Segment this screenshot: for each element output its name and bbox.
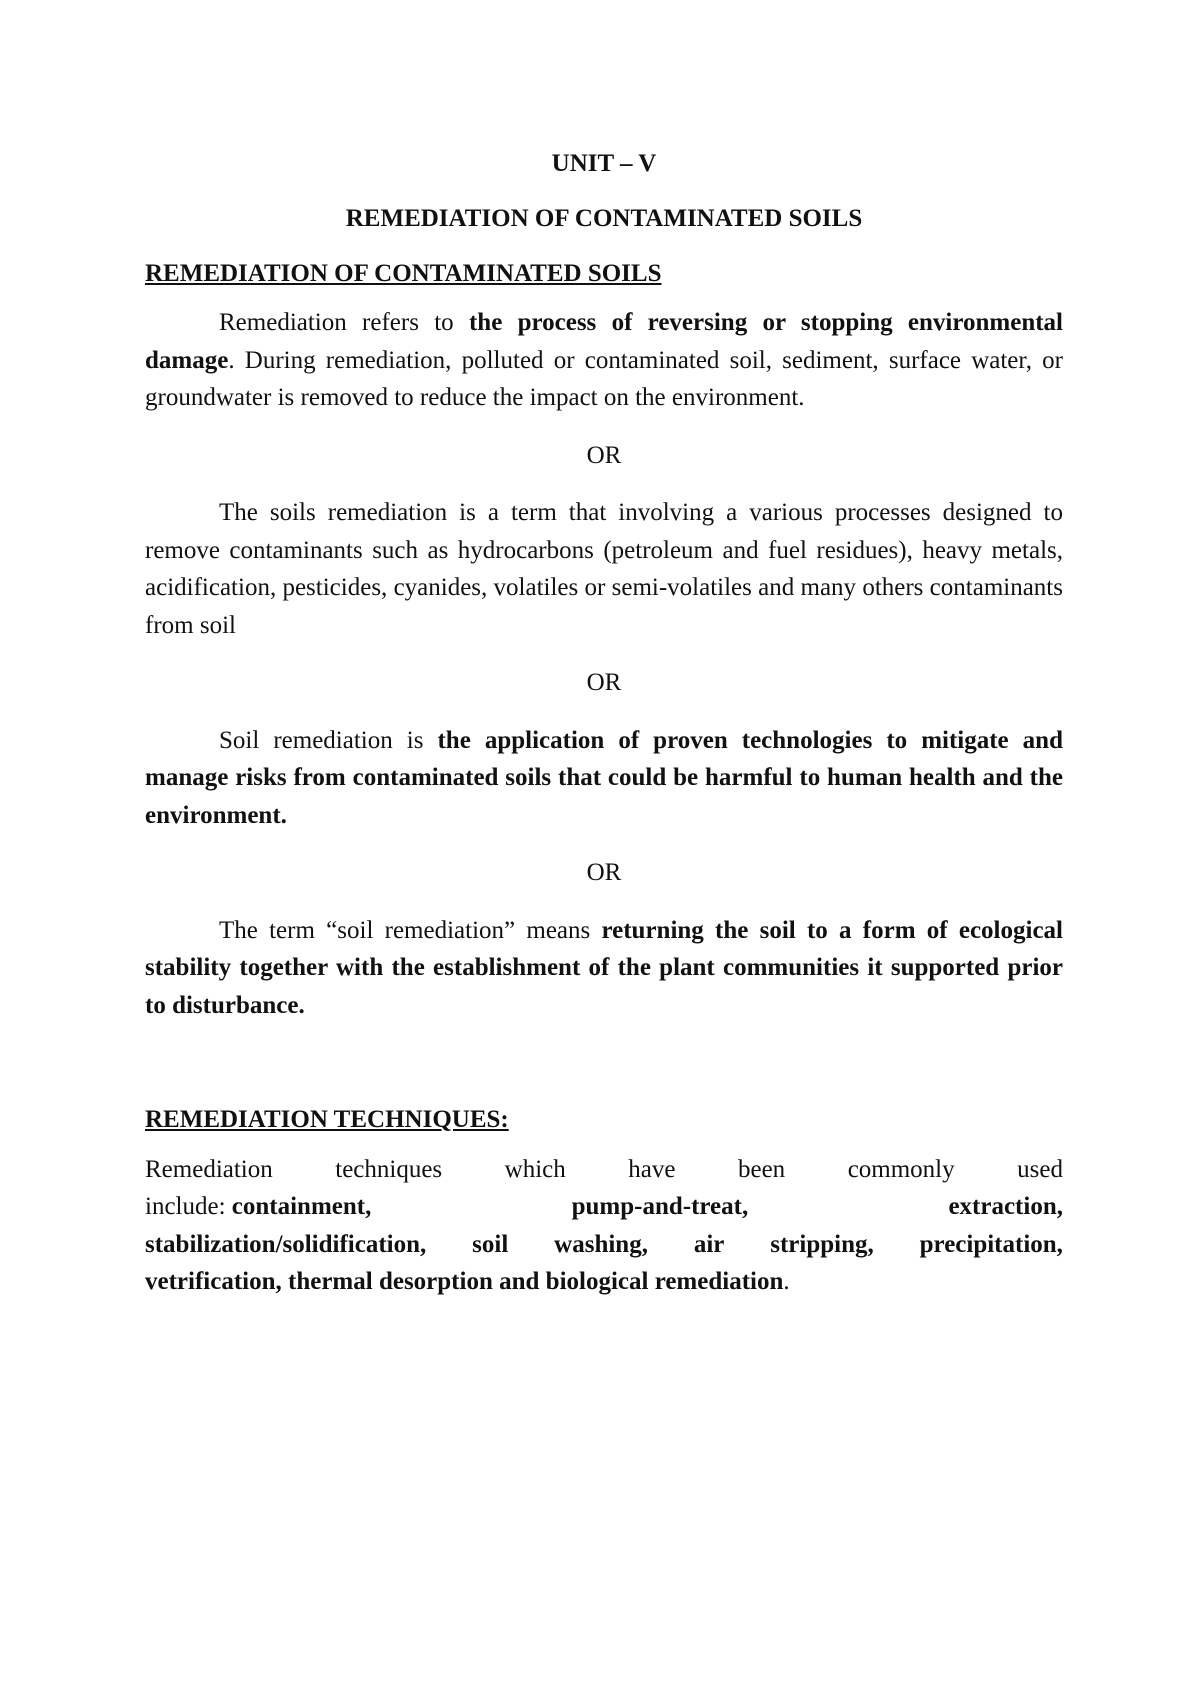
technique-term: stabilization/solidification, [145,1230,427,1258]
word: Remediation [145,1155,273,1183]
techniques-line-2 [145,1188,1063,1226]
definition-1-bold: the process of reversing or stopping environmental damage [145,309,1064,374]
word: have [628,1155,676,1183]
technique-term: air [693,1230,725,1258]
definition-3-bold: the application of proven technologies to mitigate and manage risks from contaminated soils that could be harmful to human health and the environment. [145,726,1063,829]
or-separator-1: OR [586,441,622,469]
definition-paragraph-3 [145,722,1063,835]
techniques-paragraph [145,1151,1063,1301]
technique-term: extraction, [948,1193,1063,1220]
definition-paragraph-2: The soils remediation is a term that involving a various processes designed to remove contaminants such as hydrocarbons (petroleum and fuel residues), heavy metals, acidification, pesticides, cyanides, volatiles or semi-volatiles and many others contaminants from soil [145,499,1063,639]
technique-term: soil [472,1230,509,1258]
sentence-end: . [783,1268,790,1295]
technique-terms-final: vetrification, thermal desorption and biological remediation [145,1268,784,1295]
or-separator-2: OR [586,669,622,696]
definition-1-rest: . During remediation, polluted or contaminated soil, sediment, surface water, or groundwater is removed to reduce the impact on the environment. [145,346,1063,411]
word: been [737,1155,786,1183]
techniques-line-3 [145,1226,1063,1264]
definition-4-bold: returning the soil to a form of ecological stability together with the establishment of the plant communities it supported prior to disturbance. [145,916,1063,1019]
techniques-line-1 [145,1151,1063,1189]
word: which [504,1155,566,1183]
techniques-line-2-start [145,1188,371,1226]
techniques-line-4 [145,1263,1063,1301]
unit-title: UNIT – V [551,150,657,177]
section-heading-techniques: REMEDIATION TECHNIQUES: [145,1106,509,1133]
section-heading-remediation: REMEDIATION OF CONTAMINATED SOILS [145,259,662,287]
word: used [1017,1155,1063,1183]
technique-term: stripping, [770,1230,874,1258]
document-content [145,145,1063,1301]
or-separator-3: OR [586,859,622,886]
page-title: REMEDIATION OF CONTAMINATED SOILS [345,205,863,232]
word: commonly [847,1155,955,1183]
technique-term: washing, [554,1230,648,1258]
word: techniques [335,1155,443,1183]
definition-4-intro: The term “soil remediation” means [219,916,602,944]
technique-term: precipitation, [919,1230,1063,1258]
definition-paragraph-1 [145,304,1063,417]
techniques-intro: include: [145,1193,232,1220]
definition-1-intro: Remediation refers to [219,309,469,336]
technique-term: containment, [231,1193,372,1220]
definition-3-intro: Soil remediation is [219,726,438,754]
technique-term: pump-and-treat, [571,1193,749,1220]
definition-paragraph-4 [145,912,1063,1025]
